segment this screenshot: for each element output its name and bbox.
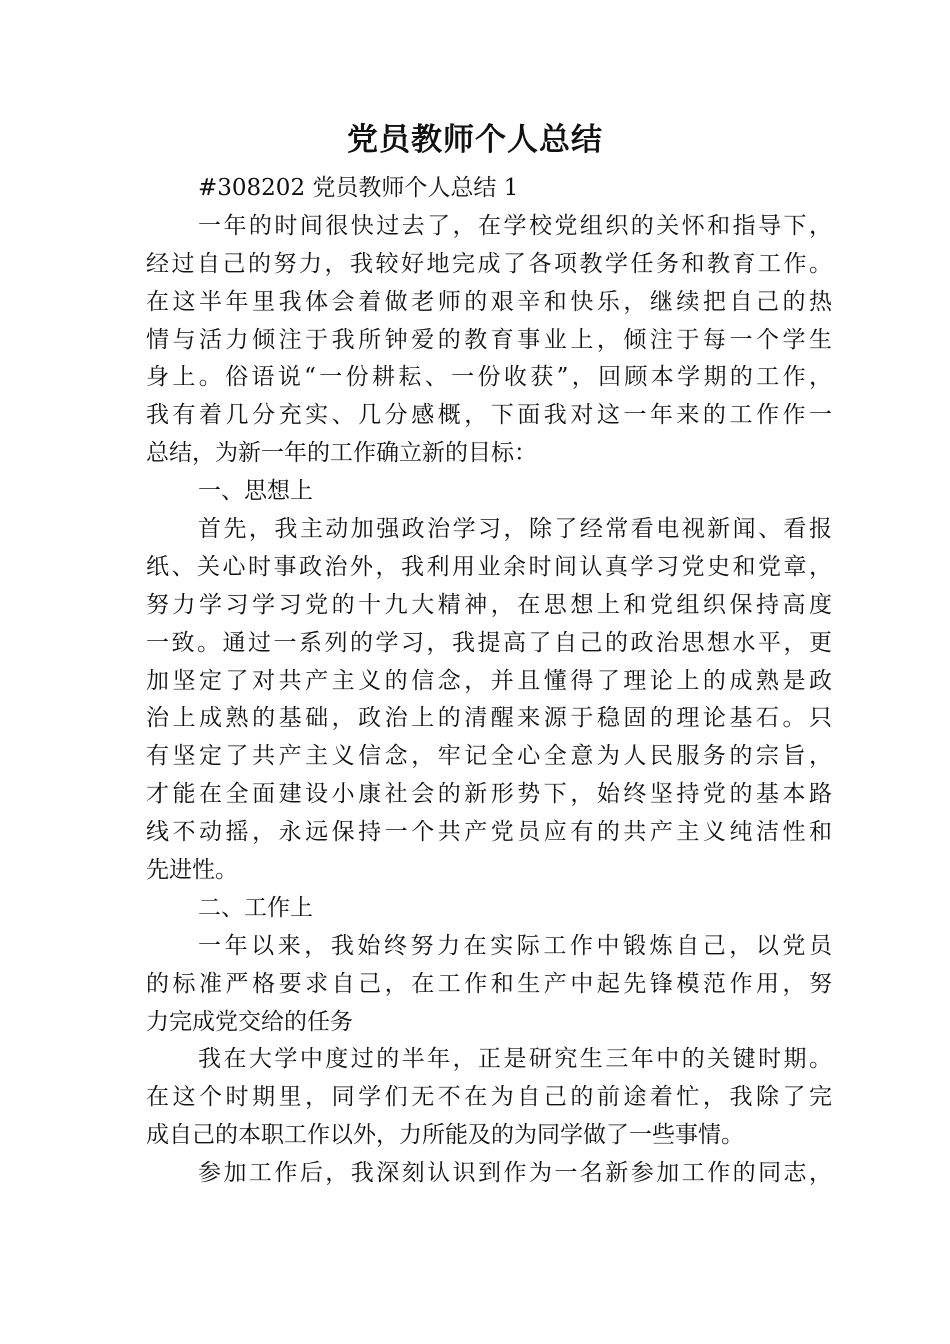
body-line: 首先，我主动加强政治学习，除了经常看电视新闻、看报 (198, 516, 832, 543)
body-line: 线不动摇，永远保持一个共产党员应有的共产主义纯洁性和 (146, 819, 832, 846)
body-line: 我有着几分充实、几分感概，下面我对这一年来的工作作一 (146, 402, 832, 429)
body-line: 有坚定了共产主义信念，牢记全心全意为人民服务的宗旨， (146, 743, 832, 770)
body-line: 治上成熟的基础，政治上的清醒来源于稳固的理论基石。只 (146, 705, 832, 732)
body-line: 在这半年里我体会着做老师的艰辛和快乐，继续把自己的热 (146, 288, 832, 315)
body-line: 加坚定了对共产主义的信念，并且懂得了理论上的成熟是政 (146, 667, 832, 694)
body-line: 在这个时期里，同学们无不在为自己的前途着忙，我除了完 (146, 1084, 832, 1111)
body-line: 我在大学中度过的半年，正是研究生三年中的关键时期。 (198, 1046, 832, 1073)
body-line: 才能在全面建设小康社会的新形势下，始终坚持党的基本路 (146, 781, 832, 808)
body-line: 参加工作后，我深刻认识到作为一名新参加工作的同志， (198, 1160, 832, 1187)
body-line: 身上。俗语说“一份耕耘、一份收获”，回顾本学期的工作， (146, 364, 832, 391)
body-line: 力完成党交给的任务 (146, 1008, 353, 1035)
body-line: #308202 党员教师个人总结 1 (198, 175, 519, 201)
body-line: 一致。通过一系列的学习，我提高了自己的政治思想水平，更 (146, 629, 832, 656)
document-title: 党员教师个人总结 (347, 122, 603, 158)
body-line: 一年的时间很快过去了，在学校党组织的关怀和指导下， (198, 212, 832, 239)
body-line: 经过自己的努力，我较好地完成了各项教学任务和教育工作。 (146, 250, 832, 277)
body-line: 情与活力倾注于我所钟爱的教育事业上，倾注于每一个学生 (146, 326, 832, 353)
body-line: 一年以来，我始终努力在实际工作中锻炼自己，以党员 (198, 932, 832, 959)
body-line: 纸、关心时事政治外，我利用业余时间认真学习党史和党章， (146, 553, 832, 580)
document-body (146, 170, 832, 1193)
body-line: 的标准严格要求自己，在工作和生产中起先锋模范作用，努 (146, 970, 832, 997)
body-line: 成自己的本职工作以外，力所能及的为同学做了一些事情。 (146, 1122, 744, 1149)
body-line: 总结，为新一年的工作确立新的目标： (146, 440, 537, 467)
body-line: 一、思想上 (198, 478, 313, 505)
body-line: 二、工作上 (198, 894, 313, 921)
body-line: 努力学习学习党的十九大精神，在思想上和党组织保持高度 (146, 591, 832, 618)
body-line: 先进性。 (146, 857, 238, 884)
